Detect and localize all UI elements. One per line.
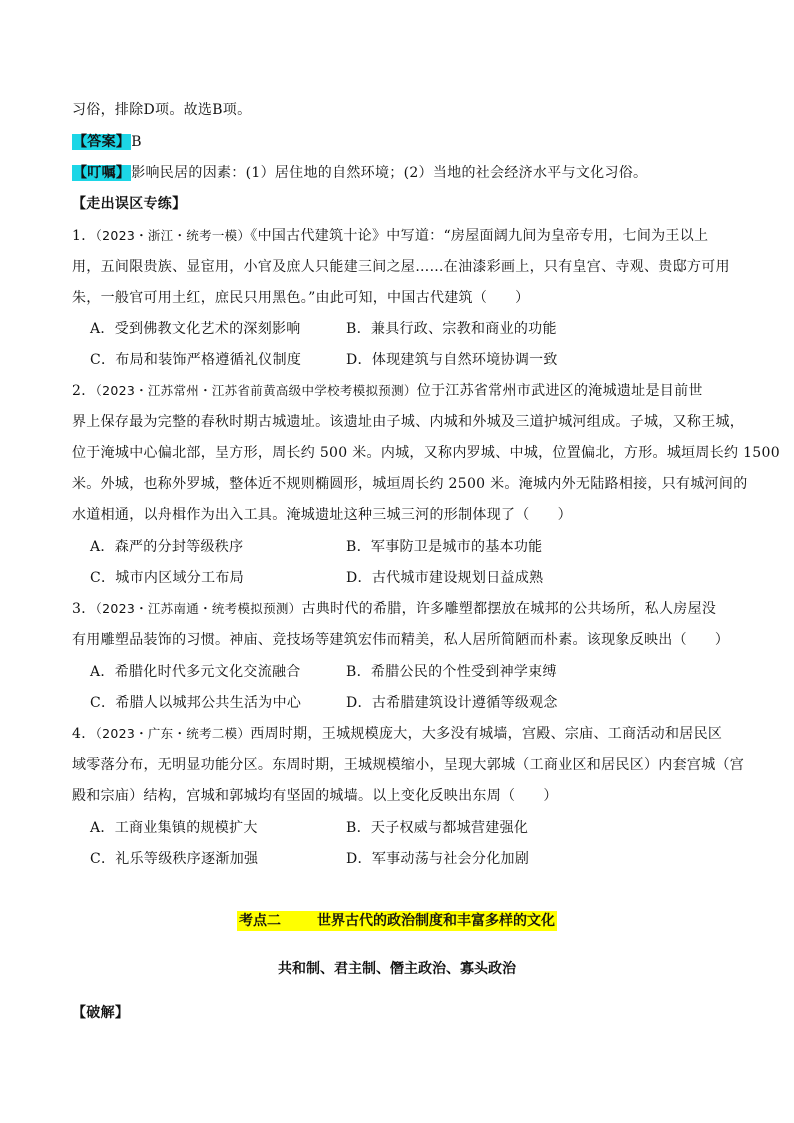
analysis-label: 【破解】 [72,1005,130,1021]
question-4-option-c: C．礼乐等级秩序逐渐加强 [90,851,259,867]
question-source: （2023・江苏南通・统考模拟预测） [95,601,302,616]
question-4-line-3 [72,786,558,806]
answer-row [72,132,142,152]
tip-row [72,163,647,183]
question-text: 有用雕塑品装饰的习惯。神庙、竞技场等建筑宏伟而精美，私人居所简陋而朴素。该现象反映出（ [72,632,687,648]
question-number: 4． [72,726,96,742]
question-text: 古典时代的希腊，许多雕塑都摆放在城邦的公共场所，私人房屋没 [301,601,717,617]
question-text: 殿和宗庙）结构，宫城和郭城均有坚固的城墙。以上变化反映出东周（ [72,788,516,804]
question-source: （2023・浙江・统考一模） [95,228,251,243]
answer-value: B [131,134,142,150]
question-number: 2． [72,383,96,399]
question-1-line-3 [72,288,529,308]
question-1-line-2: 用，五间限贵族、显宦用，小官及庶人只能建三间之屋……在油漆彩画上，只有皇宫、寺观、贵邸方可用 [72,259,730,275]
question-3-line-2 [72,630,729,650]
tip-text: 影响民居的因素：(1）居住地的自然环境；(2）当地的社会经济水平与文化习俗。 [131,165,648,181]
section-label-mistakes: 【走出误区专练】 [72,196,187,212]
question-2-option-b: B．军事防卫是城市的基本功能 [346,539,543,555]
question-4-line-2: 域零落分布，无明显功能分区。东周时期，王城规模缩小，呈现大郭城（工商业区和居民区）内套宫城（宫 [72,757,745,773]
question-4-option-b: B．天子权威与都城营建强化 [346,820,529,836]
question-1-option-a: A．受到佛教文化艺术的深刻影响 [90,321,301,337]
answer-label: 【答案】 [73,134,131,150]
question-3-line-1 [72,599,716,619]
answer-bracket-close: ） [543,788,558,804]
question-text: 位于江苏省常州市武进区的淹城遗址是目前世 [416,383,703,399]
question-1-option-b: B．兼具行政、宗教和商业的功能 [346,321,557,337]
question-number: 1． [72,228,96,244]
question-1-option-d: D．体现建筑与自然环境协调一致 [346,352,558,368]
answer-bracket-close: ） [515,290,530,306]
section-2-subtitle: 共和制、君主制、僭主政治、寡头政治 [278,961,516,977]
question-3-option-c: C．希腊人以城邦公共生活为中心 [90,695,302,711]
question-2-option-c: C．城市内区域分工布局 [90,570,245,586]
question-2-line-1 [72,381,703,401]
question-3-option-a: A．希腊化时代多元文化交流融合 [90,664,301,680]
question-3-option-d: D．古希腊建筑设计遵循等级观念 [346,695,558,711]
question-text: 《中国古代建筑十论》中写道：“房屋面阔九间为皇帝专用，七间为王以上 [250,228,709,244]
question-text: 朱，一般官可用土红，庶民只用黑色。”由此可知，中国古代建筑（ [72,290,488,306]
question-4-option-d: D．军事动荡与社会分化加剧 [346,851,530,867]
question-text: 西周时期，王城规模庞大，大多没有城墙，宫殿、宗庙、工商活动和居民区 [250,726,723,742]
question-source: （2023・江苏常州・江苏省前黄高级中学校考模拟预测） [95,383,417,398]
question-source: （2023・广东・统考二模） [95,726,251,741]
question-3-option-b: B．希腊公民的个性受到神学束缚 [346,664,557,680]
question-1-line-1 [72,226,708,246]
question-2-line-2: 界上保存最为完整的春秋时期古城遗址。该遗址由子城、内城和外城及三道护城河组成。子城，又称王城， [72,414,745,430]
question-2-line-4: 米。外城，也称外罗城，整体近不规则椭圆形，城垣周长约 2500 米。淹城内外无陆路相接，只有城河间的 [72,476,748,492]
question-text: 水道相通，以舟楫作为出入工具。淹城遗址这种三城三河的形制体现了（ [72,507,530,523]
tip-label: 【叮嘱】 [73,165,131,181]
question-2-option-a: A．森严的分封等级秩序 [90,539,244,555]
answer-bracket-close: ） [714,632,730,648]
question-2-line-5 [72,505,572,525]
continuation-text: 习俗，排除D项。故选B项。 [72,102,252,118]
section-2-label: 考点二 [239,913,281,929]
question-2-option-d: D．古代城市建设规划日益成熟 [346,570,544,586]
answer-bracket-close: ） [557,507,572,523]
question-1-option-c: C．布局和装饰严格遵循礼仪制度 [90,352,302,368]
question-2-line-3: 位于淹城中心偏北部，呈方形，周长约 500 米。内城，又称内罗城、中城，位置偏北，方形。城垣周长约 1500 [72,445,780,461]
section-2-heading [0,910,794,932]
question-4-option-a: A．工商业集镇的规模扩大 [90,820,258,836]
question-number: 3． [72,601,96,617]
section-2-title: 世界古代的政治制度和丰富多样的文化 [317,913,555,929]
question-4-line-1 [72,724,722,744]
